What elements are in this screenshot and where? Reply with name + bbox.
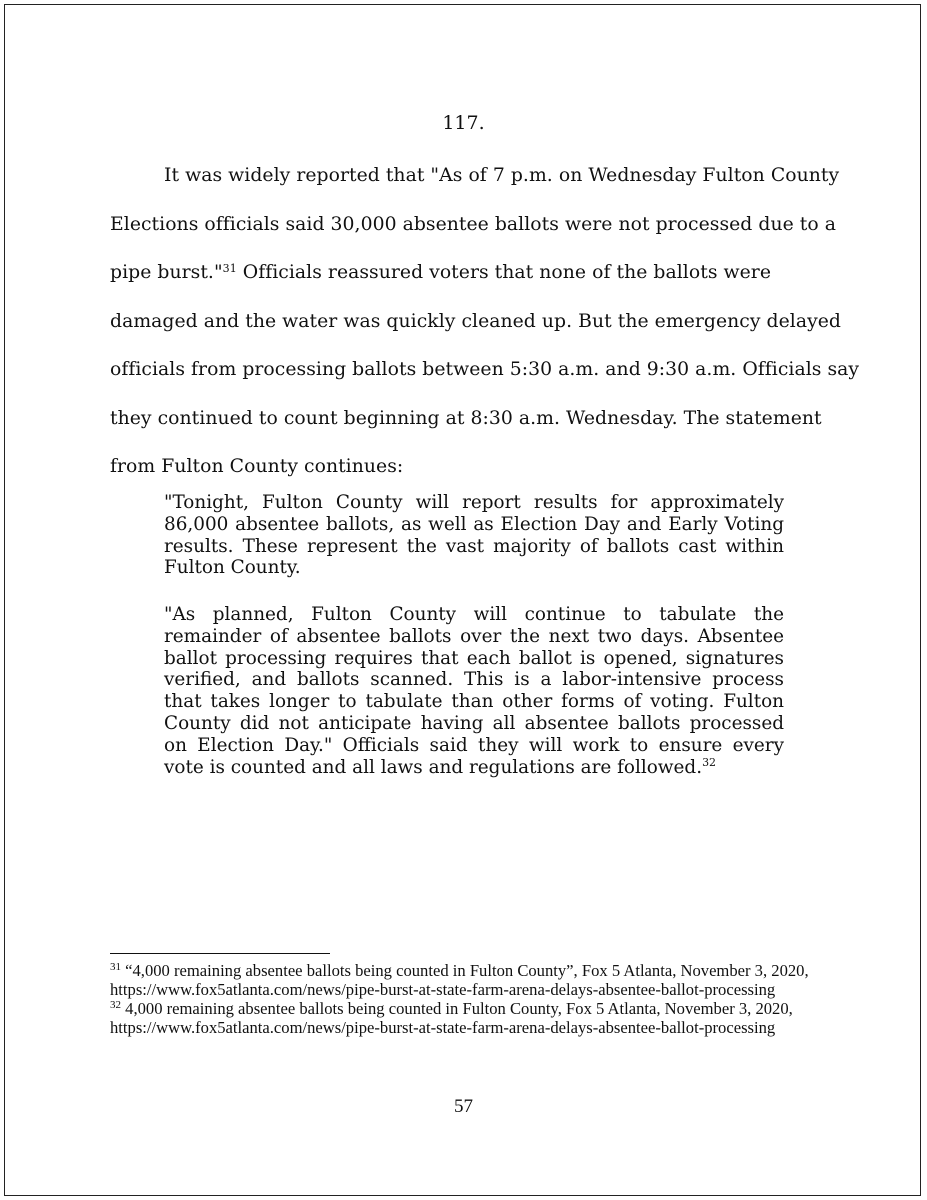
body-line-3 bbox=[110, 249, 830, 298]
paragraph-number: 117. bbox=[442, 112, 485, 134]
block-quote-2 bbox=[164, 604, 784, 778]
footnote-marker: 31 bbox=[110, 961, 121, 973]
body-line-6: they continued to count beginning at 8:30 a.m. Wednesday. The statement bbox=[110, 407, 822, 429]
body-line-3-end: Officials reassured voters that none of the ballots were bbox=[236, 262, 772, 283]
page-number: 57 bbox=[454, 1096, 473, 1117]
body-line-4: damaged and the water was quickly cleaned up. But the emergency delayed bbox=[110, 310, 841, 332]
body-line-5: officials from processing ballots between 5:30 a.m. and 9:30 a.m. Officials say bbox=[110, 359, 860, 380]
footnotes bbox=[110, 962, 830, 1038]
footnote-text: “4,000 remaining absentee ballots being counted in Fulton County”, Fox 5 Atlanta, November 3, 2020, https://www.fox5atlanta.com/news/pipe-burst-at-state-farm-arena-delays-absentee-ballot-processing bbox=[110, 961, 809, 999]
block-quote-2-text: "As planned, Fulton County will continue to tabulate the remainder of absentee ballots over the next two days. Absentee ballot processing requires that each ballot is opened, signatures verified, and ballots scanned. This is a labor-intensive process that takes longer to tabulate than other forms of voting. Fulton County did not anticipate having all absentee ballots processed on Election Day." Officials said they will work to ensure every vote is counted and all laws and regulations are followed. bbox=[164, 604, 784, 778]
body-line-1: It was widely reported that "As of 7 p.m. on Wednesday Fulton County bbox=[164, 165, 840, 186]
footnote-marker: 32 bbox=[110, 999, 121, 1012]
footnote-31 bbox=[110, 962, 830, 999]
body-paragraph bbox=[110, 152, 860, 492]
body-line-3-start: pipe burst." bbox=[110, 262, 223, 283]
footnote-ref-31[interactable]: 31 bbox=[222, 262, 237, 275]
footnote-separator bbox=[110, 953, 330, 954]
body-line-2: Elections officials said 30,000 absentee ballots were not processed due to a bbox=[110, 213, 837, 235]
block-quote-1: "Tonight, Fulton County will report results for approximately 86,000 absentee ballots, as well as Election Day and Early Voting results. These represent the vast majority of ballots cast within Fulton County. bbox=[164, 492, 784, 579]
footnote-text: 4,000 remaining absentee ballots being counted in Fulton County, Fox 5 Atlanta, November 3, 2020, https://www.fox5atlanta.com/news/pipe-burst-at-state-farm-arena-delays-absentee-ballot-processing bbox=[110, 999, 793, 1037]
footnote-32 bbox=[110, 1000, 830, 1037]
body-line-7: from Fulton County continues: bbox=[110, 456, 404, 477]
footnote-ref-32[interactable]: 32 bbox=[702, 755, 717, 769]
